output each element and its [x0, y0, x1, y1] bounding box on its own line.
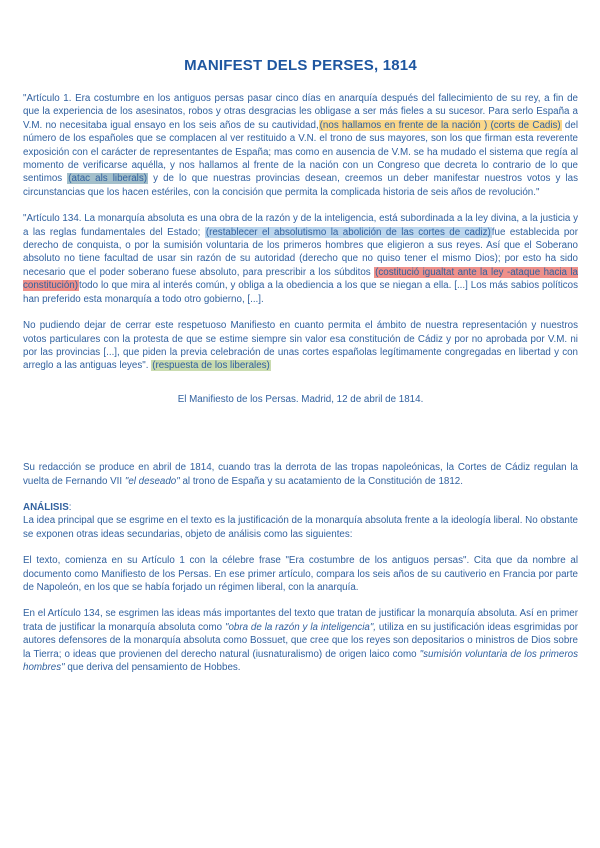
context-paragraph	[23, 461, 578, 488]
text-run: que deriva del pensamiento de Hobbes.	[64, 662, 241, 673]
quote-paragraph-closing	[23, 319, 578, 373]
text-run: todo lo que mira al interés común, y obliga a la obediencia a los que se niegan a ella. [...] Los más sabios políticos han preferido esta monarquía a todo otro gobierno, [...].	[23, 280, 578, 305]
text-run: No pudiendo dejar de cerrar este respetuoso Manifiesto en cuanto permita el ámbito de nuestra representación y nuestros votos particulares con la protesta de que se estime siempre sin valor esa constitución de Cádiz y por no aprobada por V.M. ni por las provincias [...], que piden la previa celebración de unas cortes españolas legítimamente congregadas en libertad y con arreglo a las antiguas leyes".	[23, 320, 578, 372]
highlight-bluegray: (atac als liberals)	[68, 173, 148, 185]
text-run: del número de los españoles que se complacen al ver restituido a V.N. el trono de sus mayores, son los que firman esta reverente exposición con el carácter de representantes de España; mas como en ausencia de V.M. se ha mudado el sistema que regía al momento de verificarse aquélla, y nos hallamos al frente de la nación con un Congreso que decreta lo contrario de lo que sentimos	[23, 119, 579, 185]
analysis-heading	[23, 501, 578, 514]
text-run: ANÁLISIS	[23, 501, 69, 513]
text-run: "el deseado"	[124, 475, 180, 487]
analysis-paragraph-3	[23, 607, 578, 674]
analysis-paragraph-2	[23, 554, 578, 594]
highlight-green: (respuesta de los liberales)	[152, 360, 270, 372]
text-run: Su redacción se produce en abril de 1814, cuando tras la derrota de las tropas napoleónicas, la Cortes de Cádiz regulan la vuelta de Fernando VII	[23, 462, 578, 487]
quote-paragraph-articulo-1	[23, 92, 578, 199]
text-run: fue establecida por derecho de conquista, o por la sumisión voluntaria de los primeros hombres que eligieron a sus reyes. Así que el Soberano absoluto no tiene facultad de usar sin razón de su autoridad (derecho que no quiso tener el mismo Dios); por esto ha sido necesario que el poder soberano fuese absoluto, para prescribir a los súbditos	[23, 226, 578, 278]
quote-paragraph-articulo-134	[23, 212, 578, 306]
text-run: "obra de la razón y la inteligencia",	[224, 621, 377, 633]
text-run: al trono de España y su acatamiento de la Constitución de 1812.	[179, 475, 463, 487]
highlight-red: (costitució igualtat ante la ley -ataque hacia la constitución)	[23, 266, 579, 292]
highlight-lightblue: (restablecer el absolutismo la abolición de las cortes de cadiz)	[205, 226, 491, 238]
analysis-paragraph-1	[23, 514, 578, 541]
highlight-yellow: (nos hallamos en frente de la nación ) (corts de Cadis)	[319, 119, 561, 131]
text-run: "Artículo 134. La monarquía absoluta es una obra de la razón y de la inteligencia, está subordinada a la ley divina, a la justicia y a las reglas fundamentales del Estado;	[23, 213, 578, 238]
document-title: MANIFEST DELS PERSES, 1814	[184, 57, 417, 74]
text-run: "Artículo 1. Era costumbre en los antiguos persas pasar cinco días en anarquía después del fallecimiento de su rey, a fin de que la experiencia de los asesinatos, robos y otras desgracias les obligase a ser más fieles a su sucesor. Para serlo España a V.M. no necesitaba igual ensayo en los seis años de su cautividad,	[23, 93, 578, 131]
text-run: :	[68, 501, 72, 513]
text-run: La idea principal que se esgrime en el texto es la justificación de la monarquía absoluta frente a la ideología liberal. No obstante se exponen otras ideas secundarias, objeto de análisis como las siguientes:	[23, 515, 578, 540]
text-run: y de lo que nuestras provincias desean, creemos un deber manifestar nuestros votos y las circunstancias que los hacen estériles, con la concisión que permita la complicada historia de seis años de revolución."	[23, 173, 579, 198]
text-run: "sumisión voluntaria de los primeros hombres"	[23, 648, 578, 673]
text-run: En el Artículo 134, se esgrimen las ideas más importantes del texto que tratan de justificar la monarquía absoluta. Así en primer trata de justificar la monarquía absoluta como	[23, 608, 578, 633]
text-run: El texto, comienza en su Artículo 1 con la célebre frase "Era costumbre de los antiguos persas". Cita que da nombre al documento como Manifiesto de los Persas. En ese primer artículo, compara los seis años de su cautiverio en Francia por parte de Napoleón, en los que se había forjado un régimen liberal, con la anarquía.	[23, 555, 578, 593]
text-run: utiliza en su justificación ideas esgrimidas por autores defensores de la monarquía absoluta como Bossuet, que cree que los reyes son depositarios o ministros de Dios sobre la Tierra; o ideas que provienen del derecho natural (iusnaturalismo) de origen laico como	[23, 621, 579, 660]
source-caption: El Manifiesto de los Persas. Madrid, 12 de abril de 1814.	[177, 393, 424, 405]
